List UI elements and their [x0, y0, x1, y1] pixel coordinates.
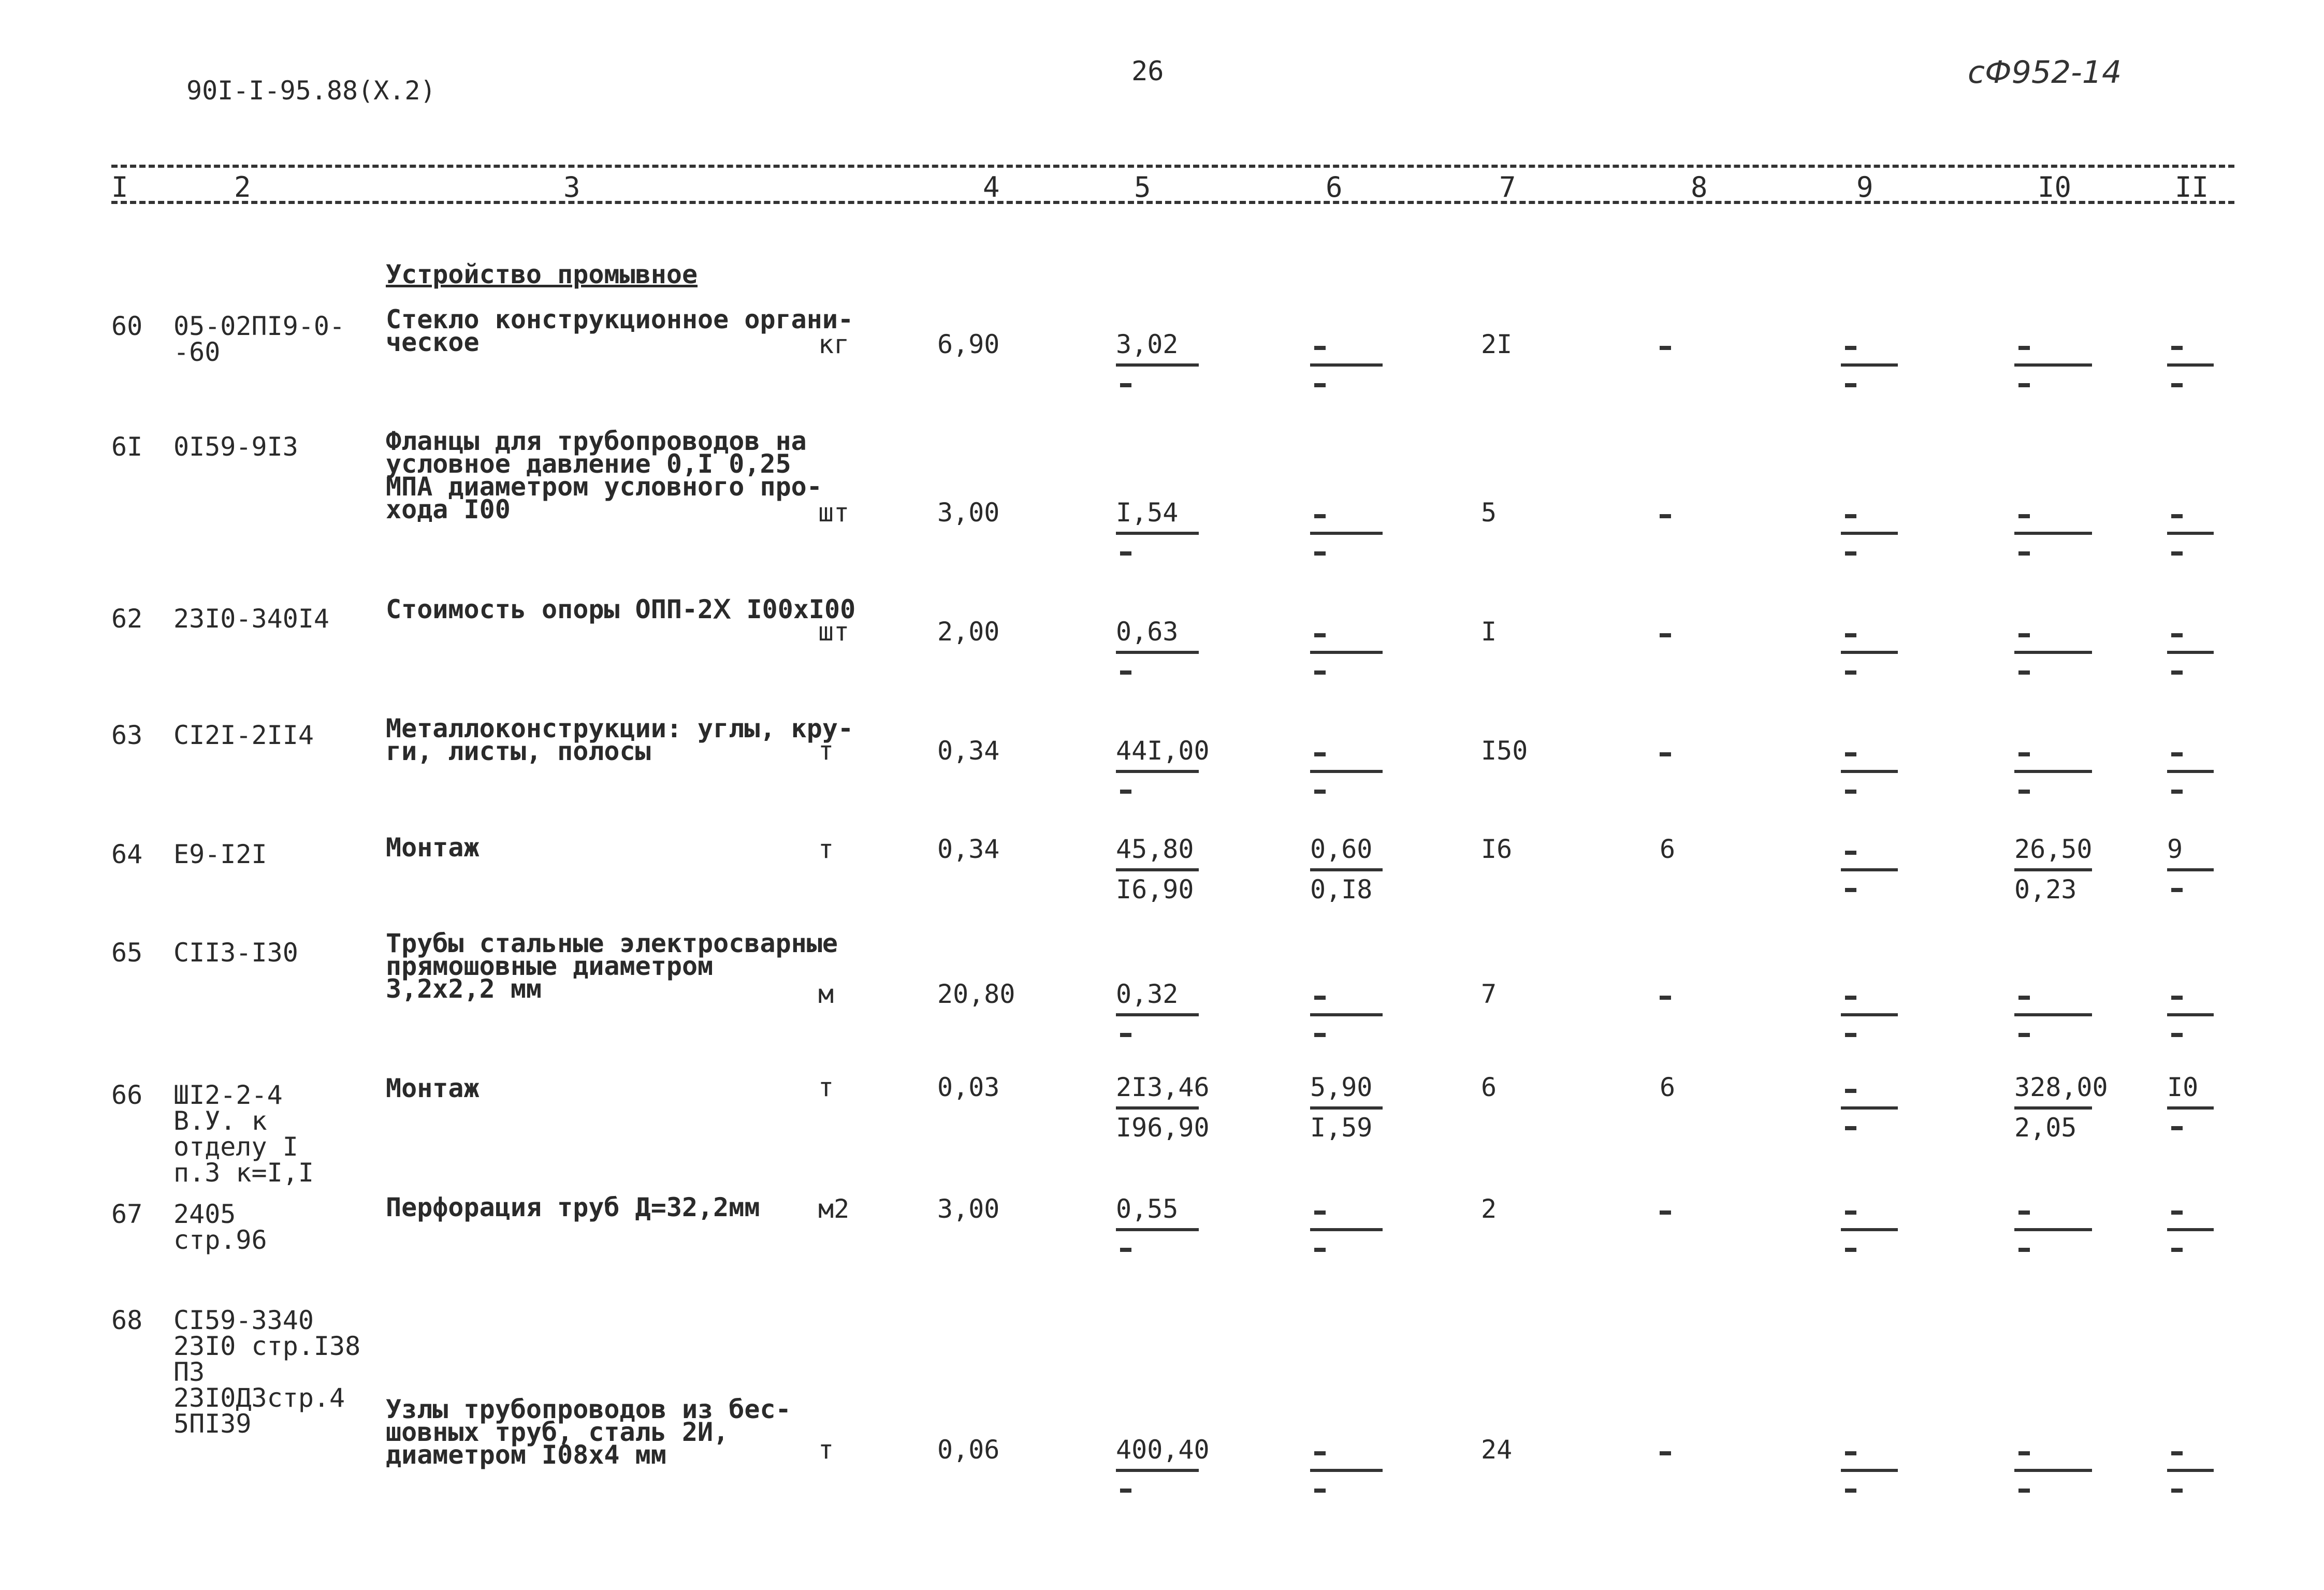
row-quantity: 0,06 [937, 1435, 1000, 1465]
row-number: 6I [111, 432, 143, 462]
dash-mark [1845, 1126, 1856, 1130]
dash-mark [1845, 888, 1856, 892]
column-number: I0 [2038, 171, 2072, 203]
fraction-bar [2167, 651, 2214, 654]
row-number: 67 [111, 1199, 143, 1229]
row-unit: т [818, 736, 834, 766]
dash-mark [2171, 670, 2183, 675]
cell-c7: 7 [1481, 979, 1497, 1009]
fraction-bar [2014, 770, 2092, 773]
dash-mark [1845, 851, 1856, 855]
cell-c5-top: 3,02 [1116, 329, 1179, 359]
fraction-bar [1841, 1106, 1898, 1110]
fraction-bar [1310, 532, 1383, 535]
dash-mark [1314, 551, 1326, 556]
dash-mark [1660, 1210, 1671, 1215]
fraction-bar [1310, 651, 1383, 654]
row-code: CII3-I30 [173, 938, 298, 968]
dash-mark [1845, 752, 1856, 756]
dash-mark [1314, 670, 1326, 675]
row-quantity: 0,34 [937, 736, 1000, 766]
fraction-bar [1841, 1469, 1898, 1472]
fraction-bar [1116, 770, 1199, 773]
row-code: E9-I2I [173, 839, 267, 869]
dash-mark [1660, 346, 1671, 350]
cell-c7: I50 [1481, 736, 1528, 766]
row-name: Металлоконструкции: углы, кру- ги, листы, полосы [386, 713, 854, 766]
fraction-bar [2167, 1106, 2214, 1110]
row-quantity: 20,80 [937, 979, 1015, 1009]
cell-c7: I6 [1481, 834, 1513, 864]
dash-mark [1845, 633, 1856, 637]
fraction-bar [1841, 363, 1898, 367]
dash-mark [2171, 1033, 2183, 1037]
column-number: 8 [1691, 171, 1708, 203]
dash-mark [2018, 1451, 2030, 1455]
cell-c10-bottom: 2,05 [2014, 1113, 2077, 1143]
cell-c11-top: I0 [2167, 1072, 2199, 1102]
fraction-bar [1841, 1228, 1898, 1231]
dash-mark [1845, 1089, 1856, 1093]
dash-mark [1314, 1210, 1326, 1215]
cell-c5-top: 400,40 [1116, 1435, 1210, 1465]
dash-mark [1660, 514, 1671, 518]
row-number: 66 [111, 1080, 143, 1110]
cell-c10-top: 328,00 [2014, 1072, 2108, 1102]
fraction-bar [1841, 770, 1898, 773]
dash-mark [1660, 1451, 1671, 1455]
row-name: Монтаж [386, 833, 480, 863]
row-number: 62 [111, 604, 143, 634]
dash-mark [1845, 383, 1856, 387]
dash-mark [1660, 752, 1671, 756]
row-number: 65 [111, 938, 143, 968]
row-quantity: 2,00 [937, 617, 1000, 647]
fraction-bar [1841, 532, 1898, 535]
dash-mark [2171, 383, 2183, 387]
fraction-bar [1841, 1013, 1898, 1016]
dash-mark [1314, 790, 1326, 794]
row-code: CI59-3340 23I0 стр.I38 П3 23I0Д3стр.4 5ПI39 [173, 1305, 361, 1439]
cell-c8: 6 [1660, 834, 1676, 864]
row-quantity: 0,34 [937, 834, 1000, 864]
dash-mark [1120, 551, 1131, 556]
fraction-bar [1116, 1013, 1199, 1016]
column-number: 5 [1134, 171, 1151, 203]
dash-mark [2018, 670, 2030, 675]
fraction-bar [1310, 868, 1383, 871]
row-unit: т [818, 834, 834, 864]
cell-c6-top: 5,90 [1310, 1072, 1373, 1102]
dash-mark [2018, 752, 2030, 756]
fraction-bar [1310, 1013, 1383, 1016]
dash-mark [1314, 996, 1326, 1000]
dash-mark [2018, 383, 2030, 387]
fraction-bar [2014, 1228, 2092, 1231]
dash-mark [1314, 752, 1326, 756]
dash-mark [1845, 1489, 1856, 1493]
dash-mark [1845, 1248, 1856, 1252]
row-name: Стекло конструкционное органи- ческое [386, 304, 854, 357]
fraction-bar [1310, 363, 1383, 367]
row-unit: шт [818, 617, 850, 647]
cell-c5-bottom: I96,90 [1116, 1113, 1210, 1143]
cell-c10-top: 26,50 [2014, 834, 2093, 864]
dash-mark [1845, 551, 1856, 556]
row-number: 60 [111, 311, 143, 341]
row-name: Стоимость опоры ОПП-2Ⅹ I00xI00 [386, 594, 856, 624]
fraction-bar [2014, 363, 2092, 367]
section-title: Устройство промывное [386, 259, 698, 289]
cell-c7: 5 [1481, 498, 1497, 528]
row-code: 05-02ПI9-0- -60 [173, 311, 345, 367]
column-header-top-rule [111, 165, 2234, 168]
cell-c8: 6 [1660, 1072, 1676, 1102]
cell-c10-bottom: 0,23 [2014, 874, 2077, 905]
cell-c7: 2 [1481, 1194, 1497, 1224]
cell-c5-top: 44I,00 [1116, 736, 1210, 766]
dash-mark [1845, 670, 1856, 675]
column-number: 7 [1499, 171, 1516, 203]
cell-c5-top: 0,55 [1116, 1194, 1179, 1224]
dash-mark [1120, 1033, 1131, 1037]
dash-mark [1845, 1451, 1856, 1455]
row-code: CI2I-2II4 [173, 720, 314, 750]
fraction-bar [1310, 1106, 1383, 1110]
dash-mark [1314, 1033, 1326, 1037]
cell-c6-bottom: 0,I8 [1310, 874, 1373, 905]
dash-mark [2018, 514, 2030, 518]
dash-mark [1845, 1210, 1856, 1215]
dash-mark [2018, 1210, 2030, 1215]
dash-mark [1314, 633, 1326, 637]
fraction-bar [1116, 868, 1199, 871]
dash-mark [1845, 996, 1856, 1000]
cell-c5-top: 45,80 [1116, 834, 1194, 864]
fraction-bar [1841, 651, 1898, 654]
fraction-bar [1116, 532, 1199, 535]
dash-mark [2171, 1489, 2183, 1493]
row-quantity: 0,03 [937, 1072, 1000, 1102]
row-unit: т [818, 1072, 834, 1102]
fraction-bar [2167, 1469, 2214, 1472]
dash-mark [1314, 514, 1326, 518]
dash-mark [2018, 996, 2030, 1000]
fraction-bar [2167, 770, 2214, 773]
dash-mark [1120, 383, 1131, 387]
dash-mark [2018, 551, 2030, 556]
column-number: II [2175, 171, 2209, 203]
row-number: 63 [111, 720, 143, 750]
fraction-bar [1310, 1228, 1383, 1231]
cell-c5-top: 0,32 [1116, 979, 1179, 1009]
fraction-bar [1116, 651, 1199, 654]
row-unit: шт [818, 498, 850, 528]
fraction-bar [2014, 651, 2092, 654]
column-number: I [111, 171, 128, 203]
dash-mark [2171, 1126, 2183, 1130]
row-code: 2405 стр.96 [173, 1199, 267, 1255]
column-number: 2 [234, 171, 251, 203]
row-name: Монтаж [386, 1073, 480, 1103]
dash-mark [1845, 1033, 1856, 1037]
fraction-bar [2167, 868, 2214, 871]
row-code: ШI2-2-4 В.У. к отделу I п.3 к=I,I [173, 1080, 314, 1188]
fraction-bar [2167, 1228, 2214, 1231]
dash-mark [2018, 633, 2030, 637]
cell-c5-top: 2I3,46 [1116, 1072, 1210, 1102]
row-unit: т [818, 1435, 834, 1465]
dash-mark [2171, 633, 2183, 637]
fraction-bar [1116, 363, 1199, 367]
cell-c6-bottom: I,59 [1310, 1113, 1373, 1143]
dash-mark [2018, 790, 2030, 794]
dash-mark [2171, 1210, 2183, 1215]
fraction-bar [1310, 1469, 1383, 1472]
dash-mark [1314, 1489, 1326, 1493]
dash-mark [1660, 996, 1671, 1000]
fraction-bar [2167, 363, 2214, 367]
dash-mark [1120, 1489, 1131, 1493]
column-number: 9 [1856, 171, 1873, 203]
cell-c7: I [1481, 617, 1497, 647]
row-unit: кг [818, 329, 850, 359]
cell-c5-top: I,54 [1116, 498, 1179, 528]
row-number: 68 [111, 1305, 143, 1335]
row-name: Трубы стальные электросварные прямошовные диаметром 3,2x2,2 мм [386, 928, 838, 1004]
dash-mark [2171, 752, 2183, 756]
dash-mark [2018, 346, 2030, 350]
cell-c7: 6 [1481, 1072, 1497, 1102]
dash-mark [1120, 1248, 1131, 1252]
row-unit: м [818, 979, 834, 1009]
dash-mark [2171, 888, 2183, 892]
dash-mark [2171, 514, 2183, 518]
row-unit: м2 [818, 1194, 850, 1224]
dash-mark [2018, 1033, 2030, 1037]
row-name: Узлы трубопроводов из бес- шовных труб, сталь 2И, диаметром I08x4 мм [386, 1394, 791, 1470]
dash-mark [2171, 996, 2183, 1000]
fraction-bar [2014, 1013, 2092, 1016]
dash-mark [2018, 1248, 2030, 1252]
dash-mark [1660, 633, 1671, 637]
cell-c5-bottom: I6,90 [1116, 874, 1194, 905]
row-quantity: 3,00 [937, 1194, 1000, 1224]
row-name: Фланцы для трубопроводов на условное давление 0,I 0,25 МПА диаметром условного про- хода I00 [386, 426, 822, 524]
cell-c7: 24 [1481, 1435, 1513, 1465]
dash-mark [1845, 514, 1856, 518]
row-code: 0I59-9I3 [173, 432, 298, 462]
fraction-bar [1116, 1228, 1199, 1231]
dash-mark [1845, 346, 1856, 350]
fraction-bar [2014, 1469, 2092, 1472]
dash-mark [1314, 1248, 1326, 1252]
row-name: Перфорация труб Д=32,2мм [386, 1192, 760, 1222]
row-code: 23I0-340I4 [173, 604, 330, 634]
dash-mark [1314, 383, 1326, 387]
archive-mark: сФ952-14 [1968, 54, 2122, 91]
page-number: 26 [1131, 56, 1164, 87]
column-number: 6 [1326, 171, 1343, 203]
dash-mark [2171, 551, 2183, 556]
dash-mark [2171, 346, 2183, 350]
dash-mark [2171, 1248, 2183, 1252]
fraction-bar [1841, 868, 1898, 871]
column-number: 4 [983, 171, 1000, 203]
row-quantity: 6,90 [937, 329, 1000, 359]
dash-mark [1120, 670, 1131, 675]
fraction-bar [1116, 1106, 1199, 1110]
cell-c7: 2I [1481, 329, 1513, 359]
dash-mark [1120, 790, 1131, 794]
dash-mark [2171, 1451, 2183, 1455]
row-number: 64 [111, 839, 143, 869]
row-quantity: 3,00 [937, 498, 1000, 528]
cell-c5-top: 0,63 [1116, 617, 1179, 647]
dash-mark [1845, 790, 1856, 794]
fraction-bar [2014, 1106, 2092, 1110]
dash-mark [2018, 1489, 2030, 1493]
fraction-bar [2167, 1013, 2214, 1016]
column-number: 3 [563, 171, 580, 203]
fraction-bar [1310, 770, 1383, 773]
dash-mark [1314, 1451, 1326, 1455]
fraction-bar [1116, 1469, 1199, 1472]
cell-c6-top: 0,60 [1310, 834, 1373, 864]
dash-mark [1314, 346, 1326, 350]
column-header-bottom-rule [111, 201, 2234, 204]
fraction-bar [2167, 532, 2214, 535]
cell-c11-top: 9 [2167, 834, 2183, 864]
dash-mark [2171, 790, 2183, 794]
document-code: 90I-I-95.88(X.2) [186, 76, 436, 106]
fraction-bar [2014, 532, 2092, 535]
fraction-bar [2014, 868, 2092, 871]
